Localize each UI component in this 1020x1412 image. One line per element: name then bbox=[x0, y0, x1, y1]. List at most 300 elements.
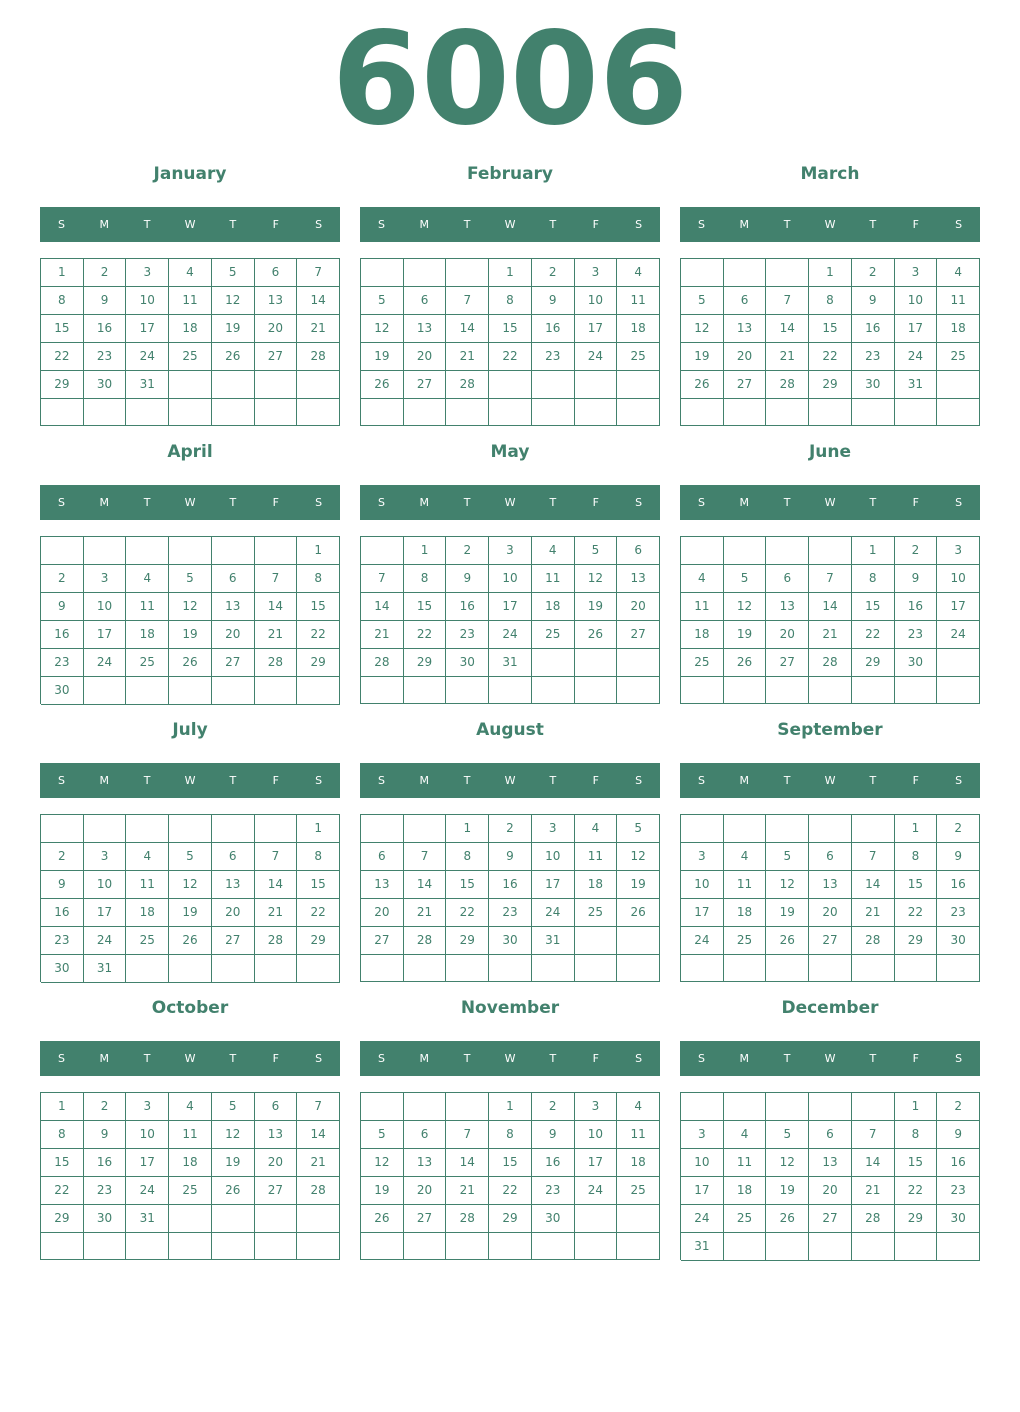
day-grid bbox=[40, 1092, 340, 1260]
day-cell: 29 bbox=[895, 1205, 938, 1233]
day-cell: 8 bbox=[41, 287, 84, 315]
day-cell: 13 bbox=[724, 315, 767, 343]
day-grid bbox=[360, 1092, 660, 1260]
weekday-label: W bbox=[504, 1052, 516, 1065]
empty-cell bbox=[937, 1233, 980, 1261]
day-cell: 14 bbox=[255, 871, 298, 899]
day-cell: 2 bbox=[532, 259, 575, 287]
day-cell: 13 bbox=[212, 871, 255, 899]
empty-cell bbox=[937, 955, 980, 982]
weekday-label: F bbox=[272, 496, 279, 509]
day-cell: 10 bbox=[575, 287, 618, 315]
empty-cell bbox=[809, 1093, 852, 1121]
day-cell: 17 bbox=[126, 315, 169, 343]
empty-cell bbox=[84, 537, 127, 565]
empty-cell bbox=[809, 399, 852, 426]
empty-cell bbox=[809, 537, 852, 565]
weekday-label: T bbox=[549, 496, 557, 509]
day-cell: 9 bbox=[489, 843, 532, 871]
day-cell: 22 bbox=[446, 899, 489, 927]
day-cell: 14 bbox=[404, 871, 447, 899]
day-cell: 20 bbox=[404, 1177, 447, 1205]
day-cell: 9 bbox=[532, 1121, 575, 1149]
day-cell: 20 bbox=[212, 899, 255, 927]
empty-cell bbox=[361, 815, 404, 843]
day-cell: 26 bbox=[724, 649, 767, 677]
day-cell: 7 bbox=[297, 1093, 340, 1121]
day-cell: 11 bbox=[724, 1149, 767, 1177]
day-cell: 17 bbox=[895, 315, 938, 343]
weekday-label: T bbox=[229, 774, 237, 787]
empty-cell bbox=[361, 259, 404, 287]
day-cell: 21 bbox=[809, 621, 852, 649]
day-cell: 18 bbox=[724, 899, 767, 927]
day-cell: 22 bbox=[852, 621, 895, 649]
empty-cell bbox=[361, 1233, 404, 1260]
day-cell: 24 bbox=[681, 1205, 724, 1233]
day-cell: 15 bbox=[852, 593, 895, 621]
day-cell: 1 bbox=[895, 1093, 938, 1121]
day-cell: 28 bbox=[255, 927, 298, 955]
weekday-label: T bbox=[783, 774, 791, 787]
empty-cell bbox=[212, 815, 255, 843]
empty-cell bbox=[681, 537, 724, 565]
day-grid bbox=[680, 1092, 980, 1260]
day-cell: 4 bbox=[617, 259, 660, 287]
weekday-label: T bbox=[549, 1052, 557, 1065]
day-grid bbox=[40, 258, 340, 426]
empty-cell bbox=[41, 399, 84, 426]
day-cell: 6 bbox=[617, 537, 660, 565]
empty-cell bbox=[361, 537, 404, 565]
day-cell: 4 bbox=[724, 1121, 767, 1149]
day-cell: 22 bbox=[809, 343, 852, 371]
day-cell: 6 bbox=[766, 565, 809, 593]
weekday-label: S bbox=[697, 496, 705, 509]
day-grid bbox=[40, 814, 340, 982]
day-cell: 12 bbox=[361, 315, 404, 343]
day-cell: 24 bbox=[532, 899, 575, 927]
weekday-label: M bbox=[99, 496, 110, 509]
day-cell: 8 bbox=[41, 1121, 84, 1149]
day-cell: 16 bbox=[532, 315, 575, 343]
empty-cell bbox=[169, 371, 212, 399]
day-cell: 14 bbox=[766, 315, 809, 343]
day-cell: 25 bbox=[937, 343, 980, 371]
empty-cell bbox=[297, 955, 340, 983]
empty-cell bbox=[575, 371, 618, 399]
empty-cell bbox=[126, 1233, 169, 1260]
day-cell: 8 bbox=[404, 565, 447, 593]
weekday-label: F bbox=[592, 774, 599, 787]
empty-cell bbox=[852, 815, 895, 843]
weekday-label: F bbox=[592, 496, 599, 509]
empty-cell bbox=[255, 371, 298, 399]
empty-cell bbox=[809, 1233, 852, 1261]
weekday-label: W bbox=[504, 496, 516, 509]
day-cell: 5 bbox=[212, 259, 255, 287]
day-cell: 26 bbox=[361, 1205, 404, 1233]
day-cell: 21 bbox=[361, 621, 404, 649]
day-cell: 10 bbox=[84, 593, 127, 621]
empty-cell bbox=[766, 1093, 809, 1121]
weekday-label: T bbox=[549, 774, 557, 787]
empty-cell bbox=[575, 1233, 618, 1260]
empty-cell bbox=[766, 815, 809, 843]
empty-cell bbox=[169, 955, 212, 983]
day-cell: 24 bbox=[126, 343, 169, 371]
day-cell: 23 bbox=[489, 899, 532, 927]
day-cell: 8 bbox=[895, 1121, 938, 1149]
day-cell: 12 bbox=[212, 1121, 255, 1149]
day-cell: 19 bbox=[766, 1177, 809, 1205]
empty-cell bbox=[255, 399, 298, 426]
day-cell: 27 bbox=[766, 649, 809, 677]
day-cell: 29 bbox=[297, 649, 340, 677]
weekday-header bbox=[360, 1041, 660, 1076]
day-cell: 22 bbox=[489, 343, 532, 371]
day-cell: 24 bbox=[84, 927, 127, 955]
empty-cell bbox=[724, 537, 767, 565]
day-cell: 8 bbox=[489, 287, 532, 315]
day-cell: 3 bbox=[681, 1121, 724, 1149]
empty-cell bbox=[766, 1233, 809, 1261]
day-cell: 27 bbox=[404, 371, 447, 399]
weekday-label: W bbox=[824, 496, 836, 509]
weekday-header bbox=[680, 485, 980, 520]
empty-cell bbox=[852, 1093, 895, 1121]
day-cell: 20 bbox=[212, 621, 255, 649]
empty-cell bbox=[169, 1205, 212, 1233]
empty-cell bbox=[681, 259, 724, 287]
weekday-label: F bbox=[592, 218, 599, 231]
day-cell: 11 bbox=[617, 1121, 660, 1149]
month-name: January bbox=[153, 164, 227, 184]
day-cell: 11 bbox=[126, 871, 169, 899]
day-cell: 23 bbox=[937, 1177, 980, 1205]
day-cell: 21 bbox=[255, 899, 298, 927]
empty-cell bbox=[41, 1233, 84, 1260]
day-cell: 31 bbox=[126, 1205, 169, 1233]
day-cell: 19 bbox=[766, 899, 809, 927]
weekday-label: F bbox=[912, 774, 919, 787]
day-cell: 19 bbox=[724, 621, 767, 649]
day-cell: 16 bbox=[41, 899, 84, 927]
empty-cell bbox=[297, 1205, 340, 1233]
empty-cell bbox=[532, 371, 575, 399]
day-cell: 21 bbox=[852, 899, 895, 927]
empty-cell bbox=[212, 537, 255, 565]
day-cell: 3 bbox=[126, 1093, 169, 1121]
weekday-label: S bbox=[57, 496, 65, 509]
weekday-label: F bbox=[912, 1052, 919, 1065]
day-cell: 31 bbox=[532, 927, 575, 955]
weekday-label: S bbox=[955, 774, 963, 787]
month-name: June bbox=[808, 442, 852, 462]
empty-cell bbox=[297, 677, 340, 705]
empty-cell bbox=[532, 677, 575, 704]
day-cell: 23 bbox=[84, 343, 127, 371]
empty-cell bbox=[532, 649, 575, 677]
empty-cell bbox=[681, 815, 724, 843]
month-name: October bbox=[151, 998, 229, 1018]
day-cell: 20 bbox=[361, 899, 404, 927]
day-cell: 28 bbox=[809, 649, 852, 677]
day-cell: 18 bbox=[681, 621, 724, 649]
weekday-label: S bbox=[57, 774, 65, 787]
day-cell: 2 bbox=[41, 565, 84, 593]
day-cell: 28 bbox=[297, 343, 340, 371]
day-cell: 1 bbox=[489, 259, 532, 287]
day-cell: 25 bbox=[532, 621, 575, 649]
day-cell: 12 bbox=[766, 871, 809, 899]
empty-cell bbox=[404, 1233, 447, 1260]
day-cell: 17 bbox=[575, 1149, 618, 1177]
day-cell: 25 bbox=[126, 927, 169, 955]
day-cell: 10 bbox=[937, 565, 980, 593]
day-cell: 13 bbox=[809, 1149, 852, 1177]
day-cell: 15 bbox=[895, 1149, 938, 1177]
day-cell: 3 bbox=[532, 815, 575, 843]
day-cell: 4 bbox=[169, 1093, 212, 1121]
empty-cell bbox=[575, 955, 618, 982]
day-cell: 27 bbox=[724, 371, 767, 399]
day-cell: 29 bbox=[852, 649, 895, 677]
weekday-label: W bbox=[824, 218, 836, 231]
day-cell: 23 bbox=[937, 899, 980, 927]
day-cell: 14 bbox=[297, 287, 340, 315]
weekday-header bbox=[360, 207, 660, 242]
day-cell: 18 bbox=[617, 1149, 660, 1177]
day-cell: 9 bbox=[84, 1121, 127, 1149]
weekday-label: T bbox=[229, 1052, 237, 1065]
day-cell: 12 bbox=[169, 593, 212, 621]
empty-cell bbox=[404, 955, 447, 982]
day-cell: 8 bbox=[852, 565, 895, 593]
day-grid bbox=[360, 258, 660, 426]
day-cell: 13 bbox=[212, 593, 255, 621]
month-name: September bbox=[777, 720, 883, 740]
weekday-label: F bbox=[272, 774, 279, 787]
empty-cell bbox=[84, 399, 127, 426]
day-cell: 18 bbox=[724, 1177, 767, 1205]
day-cell: 25 bbox=[724, 927, 767, 955]
weekday-header bbox=[680, 1041, 980, 1076]
day-cell: 3 bbox=[84, 565, 127, 593]
empty-cell bbox=[937, 399, 980, 426]
empty-cell bbox=[724, 259, 767, 287]
empty-cell bbox=[361, 1093, 404, 1121]
day-cell: 4 bbox=[937, 259, 980, 287]
day-cell: 17 bbox=[681, 1177, 724, 1205]
empty-cell bbox=[297, 1233, 340, 1260]
weekday-label: W bbox=[504, 774, 516, 787]
weekday-label: T bbox=[869, 218, 877, 231]
empty-cell bbox=[169, 815, 212, 843]
day-cell: 31 bbox=[126, 371, 169, 399]
month-name: February bbox=[466, 164, 554, 184]
day-cell: 1 bbox=[895, 815, 938, 843]
day-cell: 16 bbox=[489, 871, 532, 899]
empty-cell bbox=[212, 677, 255, 705]
day-cell: 23 bbox=[852, 343, 895, 371]
day-cell: 2 bbox=[84, 1093, 127, 1121]
day-cell: 10 bbox=[84, 871, 127, 899]
empty-cell bbox=[84, 1233, 127, 1260]
day-cell: 10 bbox=[575, 1121, 618, 1149]
day-cell: 4 bbox=[575, 815, 618, 843]
day-cell: 8 bbox=[297, 843, 340, 871]
day-cell: 30 bbox=[937, 1205, 980, 1233]
day-cell: 5 bbox=[169, 565, 212, 593]
day-cell: 22 bbox=[489, 1177, 532, 1205]
weekday-label: S bbox=[955, 218, 963, 231]
empty-cell bbox=[617, 1205, 660, 1233]
month-name: December bbox=[781, 998, 879, 1018]
empty-cell bbox=[724, 1093, 767, 1121]
weekday-label: M bbox=[99, 1052, 110, 1065]
day-cell: 21 bbox=[446, 1177, 489, 1205]
day-cell: 7 bbox=[852, 843, 895, 871]
day-cell: 24 bbox=[937, 621, 980, 649]
day-cell: 16 bbox=[84, 315, 127, 343]
day-cell: 30 bbox=[532, 1205, 575, 1233]
empty-cell bbox=[489, 677, 532, 704]
day-cell: 16 bbox=[532, 1149, 575, 1177]
day-cell: 30 bbox=[852, 371, 895, 399]
weekday-label: S bbox=[377, 1052, 385, 1065]
day-cell: 29 bbox=[809, 371, 852, 399]
weekday-label: T bbox=[143, 218, 151, 231]
day-cell: 2 bbox=[937, 1093, 980, 1121]
day-cell: 18 bbox=[169, 315, 212, 343]
day-cell: 26 bbox=[169, 927, 212, 955]
day-cell: 19 bbox=[681, 343, 724, 371]
day-cell: 18 bbox=[617, 315, 660, 343]
empty-cell bbox=[446, 399, 489, 426]
day-cell: 22 bbox=[404, 621, 447, 649]
month-name: May bbox=[490, 442, 530, 462]
weekday-header bbox=[680, 763, 980, 798]
day-cell: 11 bbox=[937, 287, 980, 315]
empty-cell bbox=[404, 677, 447, 704]
empty-cell bbox=[169, 677, 212, 705]
day-cell: 5 bbox=[361, 287, 404, 315]
empty-cell bbox=[681, 399, 724, 426]
weekday-label: T bbox=[463, 496, 471, 509]
day-cell: 21 bbox=[255, 621, 298, 649]
empty-cell bbox=[446, 677, 489, 704]
weekday-label: S bbox=[635, 496, 643, 509]
empty-cell bbox=[575, 649, 618, 677]
weekday-label: S bbox=[697, 1052, 705, 1065]
empty-cell bbox=[169, 1233, 212, 1260]
month-name: November bbox=[460, 998, 560, 1018]
day-cell: 20 bbox=[617, 593, 660, 621]
day-cell: 8 bbox=[809, 287, 852, 315]
day-cell: 28 bbox=[255, 649, 298, 677]
empty-cell bbox=[255, 815, 298, 843]
empty-cell bbox=[724, 815, 767, 843]
day-cell: 2 bbox=[84, 259, 127, 287]
empty-cell bbox=[361, 399, 404, 426]
empty-cell bbox=[361, 677, 404, 704]
year-title: 6006 bbox=[331, 5, 689, 154]
empty-cell bbox=[489, 399, 532, 426]
day-cell: 1 bbox=[809, 259, 852, 287]
day-cell: 18 bbox=[532, 593, 575, 621]
weekday-label: S bbox=[697, 774, 705, 787]
empty-cell bbox=[255, 955, 298, 983]
day-cell: 26 bbox=[212, 1177, 255, 1205]
day-cell: 6 bbox=[255, 1093, 298, 1121]
empty-cell bbox=[126, 399, 169, 426]
weekday-label: T bbox=[869, 774, 877, 787]
day-cell: 10 bbox=[126, 287, 169, 315]
day-cell: 25 bbox=[169, 1177, 212, 1205]
day-cell: 23 bbox=[41, 927, 84, 955]
day-cell: 2 bbox=[937, 815, 980, 843]
empty-cell bbox=[532, 955, 575, 982]
day-cell: 21 bbox=[446, 343, 489, 371]
day-cell: 9 bbox=[446, 565, 489, 593]
empty-cell bbox=[404, 815, 447, 843]
day-cell: 14 bbox=[852, 1149, 895, 1177]
empty-cell bbox=[809, 955, 852, 982]
day-cell: 5 bbox=[766, 1121, 809, 1149]
weekday-label: M bbox=[739, 774, 750, 787]
empty-cell bbox=[895, 1233, 938, 1261]
day-cell: 6 bbox=[255, 259, 298, 287]
day-cell: 4 bbox=[617, 1093, 660, 1121]
day-cell: 17 bbox=[489, 593, 532, 621]
empty-cell bbox=[297, 371, 340, 399]
day-cell: 25 bbox=[126, 649, 169, 677]
day-cell: 1 bbox=[852, 537, 895, 565]
day-cell: 3 bbox=[575, 1093, 618, 1121]
day-cell: 27 bbox=[809, 1205, 852, 1233]
weekday-label: T bbox=[869, 496, 877, 509]
day-cell: 28 bbox=[852, 1205, 895, 1233]
day-cell: 23 bbox=[532, 1177, 575, 1205]
day-cell: 18 bbox=[575, 871, 618, 899]
empty-cell bbox=[489, 955, 532, 982]
month-name: August bbox=[476, 720, 544, 740]
empty-cell bbox=[724, 677, 767, 704]
day-cell: 12 bbox=[724, 593, 767, 621]
day-cell: 16 bbox=[84, 1149, 127, 1177]
day-cell: 19 bbox=[361, 1177, 404, 1205]
weekday-label: S bbox=[955, 1052, 963, 1065]
day-cell: 11 bbox=[617, 287, 660, 315]
day-cell: 12 bbox=[766, 1149, 809, 1177]
day-cell: 9 bbox=[532, 287, 575, 315]
day-cell: 12 bbox=[169, 871, 212, 899]
empty-cell bbox=[681, 1093, 724, 1121]
day-cell: 15 bbox=[41, 315, 84, 343]
empty-cell bbox=[84, 677, 127, 705]
weekday-label: S bbox=[635, 1052, 643, 1065]
weekday-label: S bbox=[635, 218, 643, 231]
day-cell: 20 bbox=[766, 621, 809, 649]
day-cell: 13 bbox=[255, 1121, 298, 1149]
day-cell: 27 bbox=[617, 621, 660, 649]
day-cell: 27 bbox=[212, 649, 255, 677]
day-cell: 7 bbox=[446, 1121, 489, 1149]
day-cell: 1 bbox=[41, 259, 84, 287]
weekday-label: T bbox=[229, 496, 237, 509]
weekday-header bbox=[40, 485, 340, 520]
